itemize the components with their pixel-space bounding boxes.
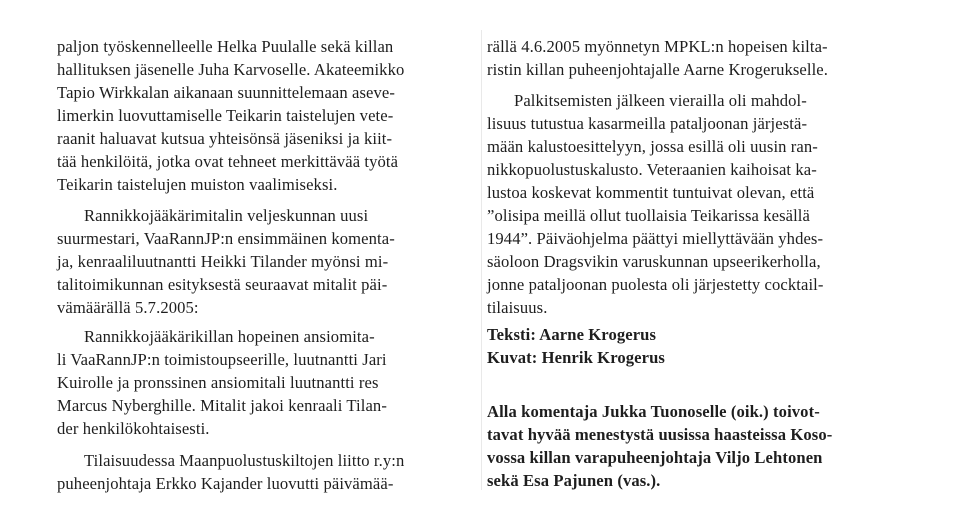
body-line: paljon työskennelleelle Helka Puulalle sekä killan <box>57 37 394 56</box>
body-line: raanit haluavat kutsua yhteisönsä jäseniksi ja kiit- <box>57 129 393 148</box>
body-line: mään kalustoesittelyyn, jossa esillä oli uusin ran- <box>487 137 818 156</box>
photo-credit: Kuvat: Henrik Krogerus <box>487 348 665 367</box>
body-line: ”olisipa meillä ollut tuollaisia Teikarissa kesällä <box>487 206 810 225</box>
caption-line: Alla komentaja Jukka Tuonoselle (oik.) toivot- <box>487 402 820 421</box>
body-line: hallituksen jäsenelle Juha Karvoselle. Akateemikko <box>57 60 405 79</box>
body-line: lisuus tutustua kasarmeilla pataljoonan järjestä- <box>487 114 808 133</box>
body-line: jonne pataljoonan puolesta oli järjestetty cocktail- <box>487 275 824 294</box>
body-line: suurmestari, VaaRannJP:n ensimmäinen komenta- <box>57 229 395 248</box>
body-line: tilaisuus. <box>487 298 548 317</box>
paragraph-start-line: Palkitsemisten jälkeen vierailla oli mahdol- <box>514 91 807 110</box>
caption-line: sekä Esa Pajunen (vas.). <box>487 471 661 490</box>
body-line: limerkin luovuttamiselle Teikarin taistelujen vete- <box>57 106 394 125</box>
body-line: rällä 4.6.2005 myönnetyn MPKL:n hopeisen kilta- <box>487 37 828 56</box>
body-line: Kuirolle ja pronssinen ansiomitali luutnantti res <box>57 373 379 392</box>
body-line: ristin killan puheenjohtajalle Aarne Krogerukselle. <box>487 60 829 79</box>
paragraph-start-line: Rannikkojääkärikillan hopeinen ansiomita- <box>84 327 375 346</box>
body-line: Tapio Wirkkalan aikanaan suunnittelemaan aseve- <box>57 83 395 102</box>
body-line: Marcus Nyberghille. Mitalit jakoi kenraali Tilan- <box>57 396 387 415</box>
body-line: 1944”. Päiväohjelma päättyi miellyttävään yhdes- <box>487 229 824 248</box>
body-line: puheenjohtaja Erkko Kajander luovutti päivämää- <box>57 474 394 493</box>
body-line: nikkopuolustuskalusto. Veteraanien kaihoisat ka- <box>487 160 817 179</box>
body-line: säoloon Dragsvikin varuskunnan upseerikerholla, <box>487 252 821 271</box>
body-line: der henkilökohtaisesti. <box>57 419 210 438</box>
column-divider <box>481 30 482 490</box>
body-line: li VaaRannJP:n toimistoupseerille, luutnantti Jari <box>57 350 387 369</box>
text-credit: Teksti: Aarne Krogerus <box>487 325 657 344</box>
body-line: ja, kenraaliluutnantti Heikki Tilander myönsi mi- <box>57 252 389 271</box>
body-line: lustoa koskevat kommentit tuntuivat olevan, että <box>487 183 815 202</box>
caption-line: vossa killan varapuheenjohtaja Viljo Lehtonen <box>487 448 823 467</box>
caption-line: tavat hyvää menestystä uusissa haasteissa Koso- <box>487 425 833 444</box>
body-line: tää henkilöitä, jotka ovat tehneet merkittävää työtä <box>57 152 399 171</box>
paragraph-start-line: Rannikkojääkärimitalin veljeskunnan uusi <box>84 206 369 225</box>
body-line: Teikarin taistelujen muiston vaalimiseksi. <box>57 175 338 194</box>
paragraph-start-line: Tilaisuudessa Maanpuolustuskiltojen liitto r.y:n <box>84 451 405 470</box>
body-line: talitoimikunnan esityksestä seuraavat mitalit päi- <box>57 275 388 294</box>
body-line: vämäärällä 5.7.2005: <box>57 298 199 317</box>
